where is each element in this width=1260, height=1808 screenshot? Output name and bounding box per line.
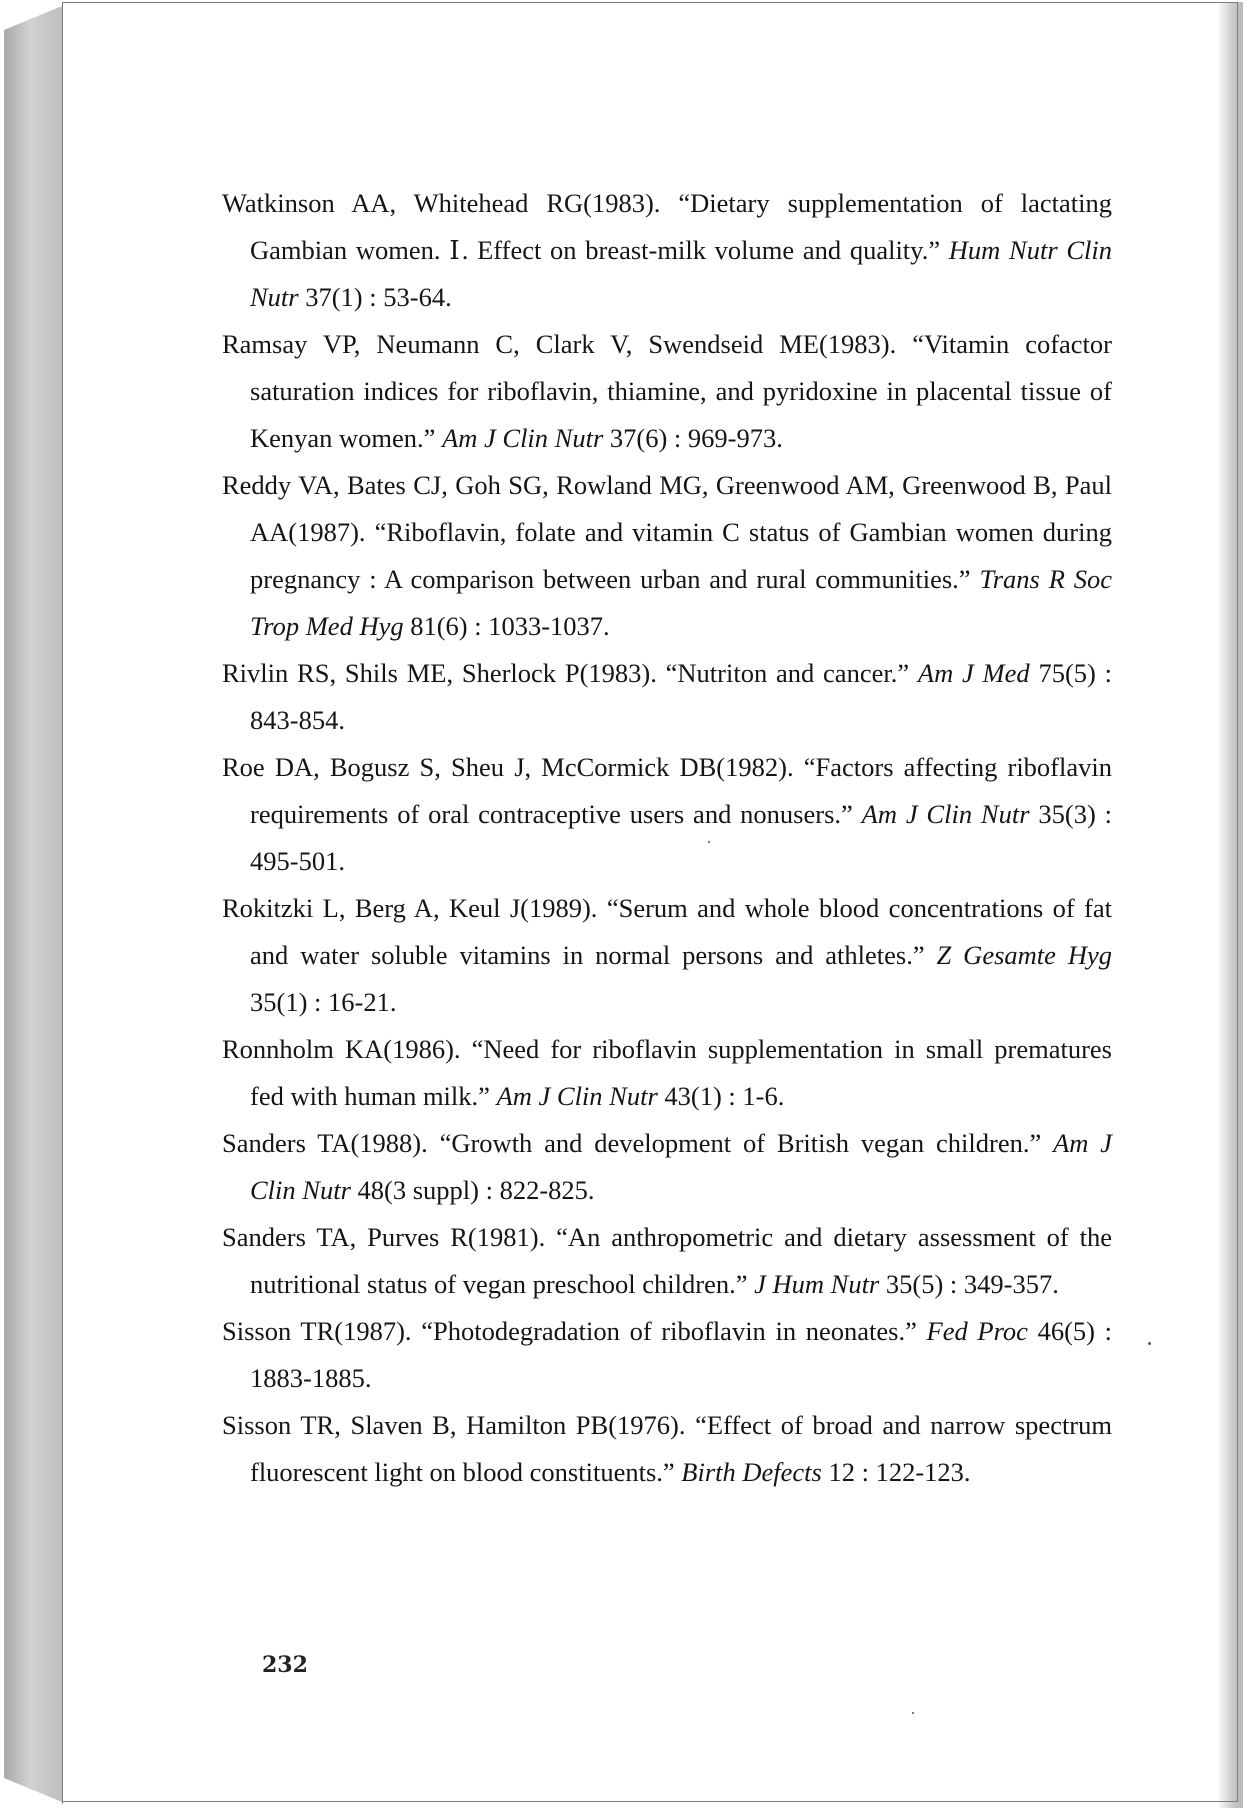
scan-speck (912, 1712, 914, 1714)
reference-entry (222, 744, 1112, 885)
reference-text: Sanders TA(1988). “Growth and development of British vegan children.” (222, 1128, 1054, 1158)
journal-title: J Hum Nutr (754, 1269, 880, 1299)
journal-title: Am J Clin Nutr (250, 1128, 1112, 1205)
reference-entry (222, 650, 1112, 744)
reference-entry (222, 1120, 1112, 1214)
page-edge-shadow (1217, 2, 1243, 1808)
reference-text: 46(5) : 1883-1885. (250, 1316, 1112, 1393)
reference-text: Sisson TR(1987). “Photodegradation of riboflavin in neonates.” (222, 1316, 927, 1346)
reference-text: 43(1) : 1-6. (657, 1081, 785, 1111)
reference-text: 12 : 122-123. (821, 1457, 971, 1487)
journal-title: Am J Med (917, 658, 1030, 688)
reference-text: 37(6) : 969-973. (603, 423, 783, 453)
reference-entry (222, 885, 1112, 1026)
reference-text: Ronnholm KA(1986). “Need for riboflavin supplementation in small prematures fed with human milk.” (222, 1034, 1112, 1111)
reference-text: 37(1) : 53-64. (298, 282, 452, 312)
reference-text: Sisson TR, Slaven B, Hamilton PB(1976). “Effect of broad and narrow spectrum fluorescent light on blood constituents.” (222, 1410, 1112, 1487)
journal-title: Z Gesamte Hyg (936, 940, 1112, 970)
reference-text: Sanders TA, Purves R(1981). “An anthropometric and dietary assessment of the nutritional status of vegan preschool children.” (222, 1222, 1112, 1299)
journal-title: Am J Clin Nutr (496, 1081, 658, 1111)
reference-entry (222, 321, 1112, 462)
journal-title: Fed Proc (926, 1316, 1028, 1346)
journal-title: Trans R Soc Trop Med Hyg (250, 564, 1112, 641)
book-spine (4, 6, 62, 1802)
reference-text: 75(5) : 843-854. (250, 658, 1112, 735)
reference-text: Ramsay VP, Neumann C, Clark V, Swendseid ME(1983). “Vitamin cofactor saturation indices for riboflavin, thiamine, and pyridoxine in placental tissue of Kenyan women.” (222, 329, 1112, 453)
reference-entry (222, 1026, 1112, 1120)
journal-title: Hum Nutr Clin Nutr (250, 235, 1112, 312)
reference-text: Reddy VA, Bates CJ, Goh SG, Rowland MG, Greenwood AM, Greenwood B, Paul AA(1987). “Riboflavin, folate and vitamin C status of Gambian women during pregnancy : A comparison between urban and rural communities.” (222, 470, 1112, 594)
journal-title: Am J Clin Nutr (861, 799, 1030, 829)
reference-text: 35(1) : 16-21. (250, 987, 397, 1017)
scan-speck (1148, 1342, 1151, 1345)
reference-text: 35(3) : 495-501. (250, 799, 1113, 876)
reference-entry (222, 180, 1112, 321)
reference-text: Watkinson AA, Whitehead RG(1983). “Dietary supplementation of lactating Gambian women. Ⅰ. Effect on breast-milk volume and quality.” (222, 188, 1112, 265)
reference-entry (222, 1402, 1112, 1496)
reference-text: Rokitzki L, Berg A, Keul J(1989). “Serum and whole blood concentrations of fat and water soluble vitamins in normal persons and athletes.” (222, 893, 1112, 970)
reference-entry (222, 1308, 1112, 1402)
reference-text: Rivlin RS, Shils ME, Sherlock P(1983). “Nutriton and cancer.” (222, 658, 918, 688)
reference-text: 35(5) : 349-357. (879, 1269, 1059, 1299)
scan-speck (708, 841, 710, 843)
reference-text: 48(3 suppl) : 822-825. (350, 1175, 595, 1205)
reference-text: Roe DA, Bogusz S, Sheu J, McCormick DB(1982). “Factors affecting riboflavin requirements of oral contraceptive users and nonusers.” (222, 752, 1112, 829)
page-number: 232 (262, 1652, 308, 1678)
journal-title: Birth Defects (681, 1457, 822, 1487)
journal-title: Am J Clin Nutr (442, 423, 604, 453)
reference-list (222, 180, 1112, 1496)
reference-text: 81(6) : 1033-1037. (403, 611, 610, 641)
reference-entry (222, 1214, 1112, 1308)
reference-entry (222, 462, 1112, 650)
